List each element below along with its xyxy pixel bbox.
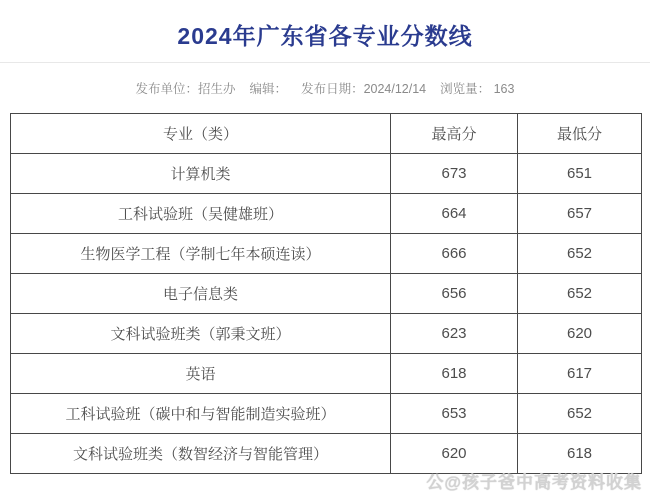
page-title: 2024年广东省各专业分数线 — [177, 23, 473, 49]
major-cell: 计算机类 — [11, 154, 391, 194]
min-score-cell: 652 — [518, 274, 642, 314]
max-score-cell: 620 — [391, 434, 518, 474]
max-score-cell: 618 — [391, 354, 518, 394]
min-score-cell: 652 — [518, 394, 642, 434]
meta-publish-date: 发布日期：2024/12/14 — [301, 82, 427, 96]
major-cell: 文科试验班类（郭秉文班） — [11, 314, 391, 354]
max-score-cell: 656 — [391, 274, 518, 314]
major-cell: 英语 — [11, 354, 391, 394]
header-min-score: 最低分 — [518, 114, 642, 154]
watermark: 公@孩子爸中高考资料收集 — [426, 473, 642, 492]
table-row — [11, 314, 642, 354]
table-row — [11, 394, 642, 434]
max-score-cell: 664 — [391, 194, 518, 234]
min-score-cell: 657 — [518, 194, 642, 234]
score-table — [10, 113, 642, 474]
major-cell: 工科试验班（碳中和与智能制造实验班） — [11, 394, 391, 434]
header-max-score: 最高分 — [391, 114, 518, 154]
meta-editor: 编辑： — [249, 82, 288, 96]
min-score-cell: 618 — [518, 434, 642, 474]
meta-bar — [0, 63, 650, 113]
min-score-cell: 617 — [518, 354, 642, 394]
min-score-cell: 620 — [518, 314, 642, 354]
table-row — [11, 354, 642, 394]
min-score-cell: 651 — [518, 154, 642, 194]
table-row — [11, 274, 642, 314]
max-score-cell: 653 — [391, 394, 518, 434]
meta-views: 浏览量： 163 — [440, 82, 515, 96]
min-score-cell: 652 — [518, 234, 642, 274]
major-cell: 文科试验班类（数智经济与智能管理） — [11, 434, 391, 474]
major-cell: 生物医学工程（学制七年本硕连读） — [11, 234, 391, 274]
table-row — [11, 434, 642, 474]
header-major: 专业（类） — [11, 114, 391, 154]
major-cell: 工科试验班（吴健雄班） — [11, 194, 391, 234]
table-row — [11, 154, 642, 194]
table-header-row — [11, 114, 642, 154]
title-bar — [0, 0, 650, 62]
score-table-body — [11, 154, 642, 474]
table-row — [11, 234, 642, 274]
meta-publisher: 发布单位：招生办 — [135, 82, 236, 96]
max-score-cell: 666 — [391, 234, 518, 274]
max-score-cell: 673 — [391, 154, 518, 194]
max-score-cell: 623 — [391, 314, 518, 354]
table-row — [11, 194, 642, 234]
major-cell: 电子信息类 — [11, 274, 391, 314]
